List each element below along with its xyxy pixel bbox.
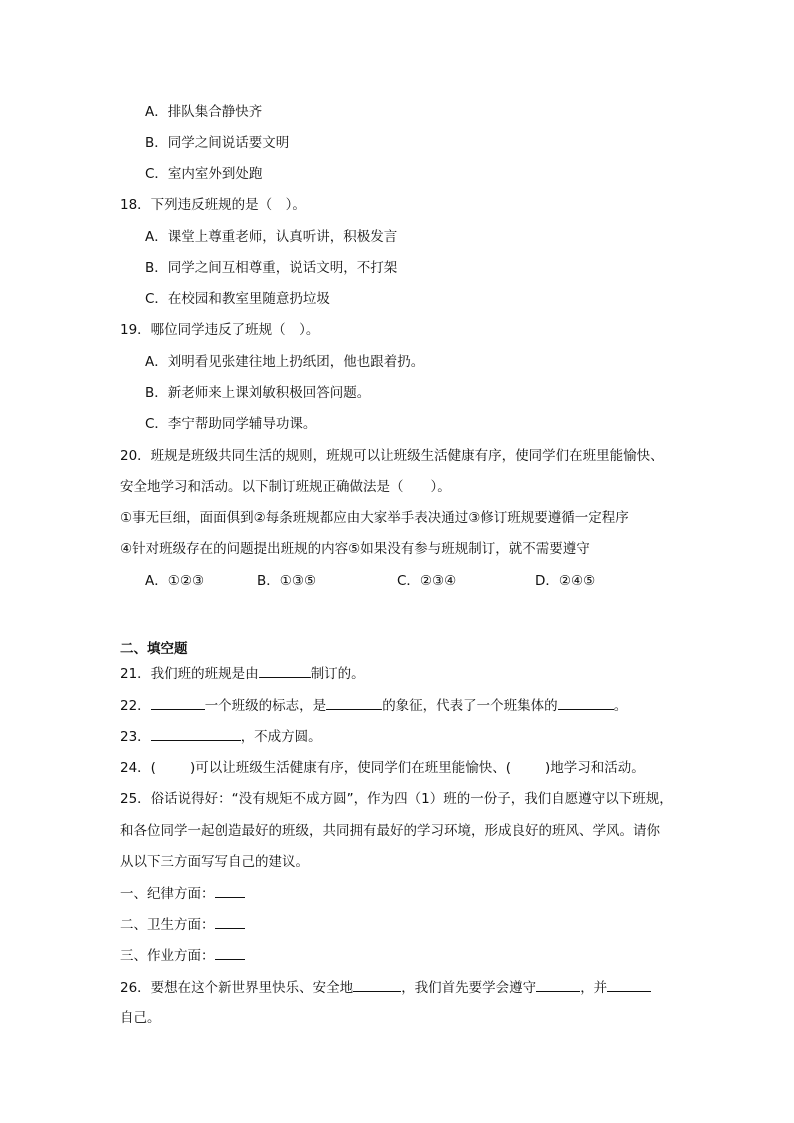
q20-option-a: A．①②③ (145, 573, 205, 589)
q25-homework-label: 三、作业方面： (120, 948, 215, 964)
q24-text-pre: 24．( (120, 760, 156, 776)
q18-option-c: C．在校园和教室里随意扔垃圾 (145, 291, 330, 307)
q23-text: ，不成方圆。 (240, 729, 322, 745)
q23-number: 23． (120, 729, 151, 745)
question-23 (120, 726, 322, 747)
section-title-fill-in: 二、填空题 (120, 641, 188, 657)
q25-line3: 从以下三方面写写自己的建议。 (120, 854, 309, 870)
q26-text-pre: 26．要想在这个新世界里快乐、安全地 (120, 980, 354, 996)
q24-text-mid: )可以让班级生活健康有序，使同学们在班里能愉快、( (189, 760, 511, 776)
q26-line2: 自己。 (120, 1010, 161, 1026)
q23-blank[interactable] (151, 726, 241, 741)
q21-blank[interactable] (259, 663, 311, 678)
q20-items-line1: ①事无巨细，面面俱到②每条班规都应由大家举手表决通过③修订班规要遵循一定程序 (120, 510, 629, 526)
q20-stem-line2: 安全地学习和活动。以下制订班规正确做法是（ ）。 (120, 479, 451, 495)
q19-option-c: C．李宁帮助同学辅导功课。 (145, 416, 317, 432)
q20-option-c: C．②③④ (397, 573, 457, 589)
q18-option-a: A．课堂上尊重老师，认真听讲，积极发言 (145, 229, 398, 245)
q19-stem: 19．哪位同学违反了班规（ ）。 (120, 322, 320, 338)
q19-option-b: B．新老师来上课刘敏积极回答问题。 (145, 385, 371, 401)
q18-option-b: B．同学之间互相尊重，说话文明，不打架 (145, 260, 398, 276)
question-21 (120, 663, 365, 684)
q20-options (145, 571, 595, 591)
q22-blank-1[interactable] (151, 695, 205, 710)
q25-hygiene-blank[interactable] (215, 914, 245, 929)
q26-line1 (120, 977, 651, 998)
q22-blank-3[interactable] (558, 695, 614, 710)
q22-blank-2[interactable] (326, 695, 382, 710)
q25-hygiene (120, 914, 245, 935)
q20-stem-line1: 20．班规是班级共同生活的规则，班规可以让班级生活健康有序，使同学们在班里能愉快、 (120, 448, 664, 464)
q26-blank-1[interactable] (353, 977, 401, 992)
q25-discipline-label: 一、纪律方面： (120, 886, 215, 902)
q20-option-b: B．①③⑤ (257, 573, 317, 589)
q25-discipline (120, 883, 245, 904)
q25-hygiene-label: 二、卫生方面： (120, 917, 215, 933)
q21-text-post: 制订的。 (310, 666, 365, 682)
q17-option-a: A．排队集合静快齐 (145, 104, 263, 120)
q17-option-c: C．室内室外到处跑 (145, 166, 263, 182)
q25-line1: 25．俗话说得好：“没有规矩不成方圆”，作为四（1）班的一份子，我们自愿遵守以下班规， (120, 791, 673, 807)
q22-text-end: 。 (613, 698, 628, 714)
q22-text-1: 一个班级的标志，是 (204, 698, 327, 714)
q22-text-2: 的象征，代表了一个班集体的 (382, 698, 558, 714)
q26-blank-3[interactable] (607, 977, 651, 992)
q18-stem: 18．下列违反班规的是（ ）。 (120, 197, 306, 213)
q25-discipline-blank[interactable] (215, 883, 245, 898)
question-22 (120, 695, 627, 716)
question-24 (120, 758, 645, 778)
q26-blank-2[interactable] (536, 977, 580, 992)
q25-homework-blank[interactable] (215, 945, 245, 960)
q26-text-mid2: ，并 (580, 980, 608, 996)
q26-text-mid1: ，我们首先要学会遵守 (401, 980, 537, 996)
q25-homework (120, 945, 245, 966)
q21-text-pre: 21．我们班的班规是由 (120, 666, 259, 682)
q25-line2: 和各位同学一起创造最好的班级，共同拥有最好的学习环境，形成良好的班风、学风。请你 (120, 823, 660, 839)
q20-option-d: D．②④⑤ (535, 573, 596, 589)
q22-number: 22． (120, 698, 151, 714)
q19-option-a: A．刘明看见张建往地上扔纸团，他也跟着扔。 (145, 354, 425, 370)
q24-text-post: )地学习和活动。 (545, 760, 645, 776)
q20-items-line2: ④针对班级存在的问题提出班规的内容⑤如果没有参与班规制订，就不需要遵守 (120, 541, 590, 557)
q17-option-b: B．同学之间说话要文明 (145, 135, 290, 151)
